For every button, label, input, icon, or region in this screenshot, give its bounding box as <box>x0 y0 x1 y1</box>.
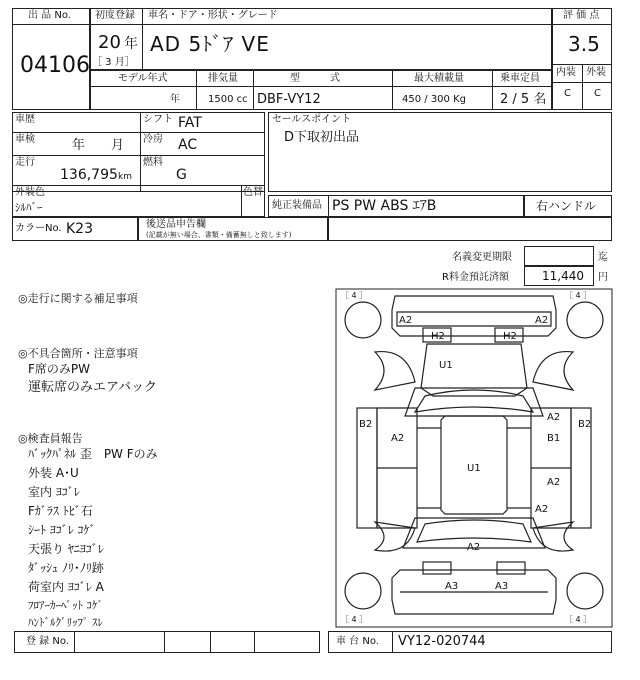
name-change-label: 名義変更期限 <box>452 252 512 263</box>
tire-rear-left <box>345 573 381 609</box>
recycle-unit: 円 <box>598 272 608 283</box>
mark-left-side-top: B2 <box>359 419 373 430</box>
tire-rear-right <box>567 573 603 609</box>
car-damage-diagram <box>335 288 613 628</box>
ext-color-label: 外装色 <box>15 187 45 198</box>
mark-headlight-r: H2 <box>503 331 517 342</box>
capacity-label: 乗車定員 <box>500 73 540 84</box>
max-load-value: 450 / 300 Kg <box>402 94 466 105</box>
shift-label: シフト <box>143 114 173 125</box>
shift-value: FAT <box>178 115 202 131</box>
corner-label-fl: ［ 4 ］ <box>341 291 368 300</box>
history-label: 車歴 <box>15 114 35 125</box>
ac-label: 冷房 <box>143 134 163 145</box>
corner-label-rr: ［ 4 ］ <box>565 615 592 624</box>
ac-value: AC <box>178 137 198 153</box>
mileage-label: 走行 <box>15 157 35 168</box>
inspector-line: 荷室内 ﾖｺﾞﾚ A <box>28 580 104 594</box>
fuel-label: 燃料 <box>143 157 163 168</box>
year-unit: 年 <box>124 36 138 52</box>
interior-grade: C <box>564 88 571 99</box>
inspection-label: 車検 <box>15 134 35 145</box>
model-year-value: 年 <box>170 94 180 105</box>
equipment-value: PS PW ABS ｴｱB <box>332 198 437 214</box>
lot-number: 04106 <box>20 53 90 78</box>
displacement-label: 排気量 <box>208 73 238 84</box>
mark-right-rear-door: A2 <box>547 477 561 488</box>
mark-rear-bumper-l: A3 <box>445 581 459 592</box>
fuel-value: G <box>176 167 187 183</box>
inspector-title: ◎検査員報告 <box>18 432 83 445</box>
inspector-line: ﾌﾛｱｰｶｰﾍﾟｯﾄ ｺｹﾞ <box>28 599 103 612</box>
chassis-value: VY12-020744 <box>398 634 486 649</box>
defects-title: ◎不具合箇所・注意事項 <box>18 347 138 360</box>
color-change-label: 色替 <box>243 187 263 198</box>
tire-front-right <box>567 302 603 338</box>
aftermarket-note: (記載が無い場合、書類・備蓄無しと致します) <box>146 231 292 239</box>
mark-headlight-l: H2 <box>431 331 445 342</box>
mileage-unit: km <box>118 172 132 182</box>
equipment-label: 純正装備品 <box>272 200 322 211</box>
sales-point-label: セールスポイント <box>272 114 352 125</box>
tire-front-left <box>345 302 381 338</box>
aftermarket-label: 後送品申告欄 <box>146 219 206 230</box>
mark-right-quarter: A2 <box>535 504 549 515</box>
color-no-value: K23 <box>66 221 93 237</box>
mark-front-bumper-l: A2 <box>399 315 413 326</box>
mark-bonnet: U1 <box>439 360 453 371</box>
ext-color-box <box>12 185 265 217</box>
exterior-grade: C <box>594 88 601 99</box>
inspector-line: 天張り ﾔﾆﾖｺﾞﾚ <box>28 542 104 556</box>
mark-right-side-top: B2 <box>578 419 592 430</box>
mark-right-fender: A2 <box>547 412 561 423</box>
score-label: 評 価 点 <box>563 10 600 21</box>
defect-line: 運転席のみエアバック <box>28 380 157 395</box>
mileage-value: 136,795 <box>60 167 118 183</box>
inspection-value: 年 月 <box>72 138 125 153</box>
ext-color-value: ｼﾙﾊﾞｰ <box>15 201 43 214</box>
capacity-value: 2 / 5 名 <box>500 92 547 107</box>
reg-no-label: 登 録 No. <box>26 636 69 647</box>
mark-hatch: A2 <box>467 542 481 553</box>
inspector-line: ｼｰﾄ ﾖｺﾞﾚ ｺｹﾞ <box>28 523 96 537</box>
interior-label: 内装 <box>556 67 576 78</box>
mark-roof: U1 <box>467 463 481 474</box>
first-reg-year: 20 <box>98 32 121 53</box>
mark-right-door-b: B1 <box>547 433 561 444</box>
inspector-line: ﾊﾞｯｸﾊﾟﾈﾙ 歪 PW Fのみ <box>28 447 158 461</box>
driving-notes-title: ◎走行に関する補足事項 <box>18 292 138 305</box>
type-value: DBF-VY12 <box>257 92 321 107</box>
recycle-label: R料金預託済額 <box>442 272 509 283</box>
corner-label-fr: ［ 4 ］ <box>565 291 592 300</box>
displacement-value: 1500 cc <box>208 94 248 105</box>
mark-left-door: A2 <box>391 433 405 444</box>
corner-label-rl: ［ 4 ］ <box>341 615 368 624</box>
steering-value: 右ハンドル <box>536 199 597 213</box>
inspector-line: ﾊﾝﾄﾞﾙｸﾞﾘｯﾌﾟ ｽﾚ <box>28 616 103 629</box>
sales-point-value: D下取初出品 <box>284 130 360 145</box>
first-reg-label: 初度登録 <box>95 10 135 21</box>
model-year-label: モデル年式 <box>118 73 168 84</box>
inspector-line: Fｶﾞﾗｽ ﾄﾋﾞ石 <box>28 504 93 518</box>
recycle-value: 11,440 <box>542 269 584 283</box>
aftermarket-blank <box>328 217 612 241</box>
score: 3.5 <box>568 32 600 56</box>
defect-line: F席のみPW <box>28 362 91 376</box>
first-reg-month: ［ 3 月］ <box>92 57 135 68</box>
type-label: 型 式 <box>290 73 340 84</box>
inspector-line: ﾀﾞｯｼｭ ﾉﾘ･ﾉﾘ跡 <box>28 561 104 575</box>
details-box <box>12 112 265 192</box>
inspector-line: 外装 A･U <box>28 466 79 480</box>
chassis-label: 車 台 No. <box>336 636 379 647</box>
lot-label: 出 品 No. <box>28 10 71 21</box>
mark-rear-bumper-r: A3 <box>495 581 509 592</box>
color-no-label: カラーNo. <box>15 223 62 234</box>
mark-front-bumper-r: A2 <box>535 315 549 326</box>
exterior-label: 外装 <box>586 67 606 78</box>
name-change-unit: 迄 <box>598 252 608 263</box>
model-name: AD 5ﾄﾞｱ VE <box>150 32 270 56</box>
inspector-line: 室内 ﾖｺﾞﾚ <box>28 485 80 499</box>
max-load-label: 最大積載量 <box>414 73 464 84</box>
name-change-field <box>524 246 594 266</box>
model-name-label: 車名・ドア・形状・グレード <box>148 10 278 21</box>
